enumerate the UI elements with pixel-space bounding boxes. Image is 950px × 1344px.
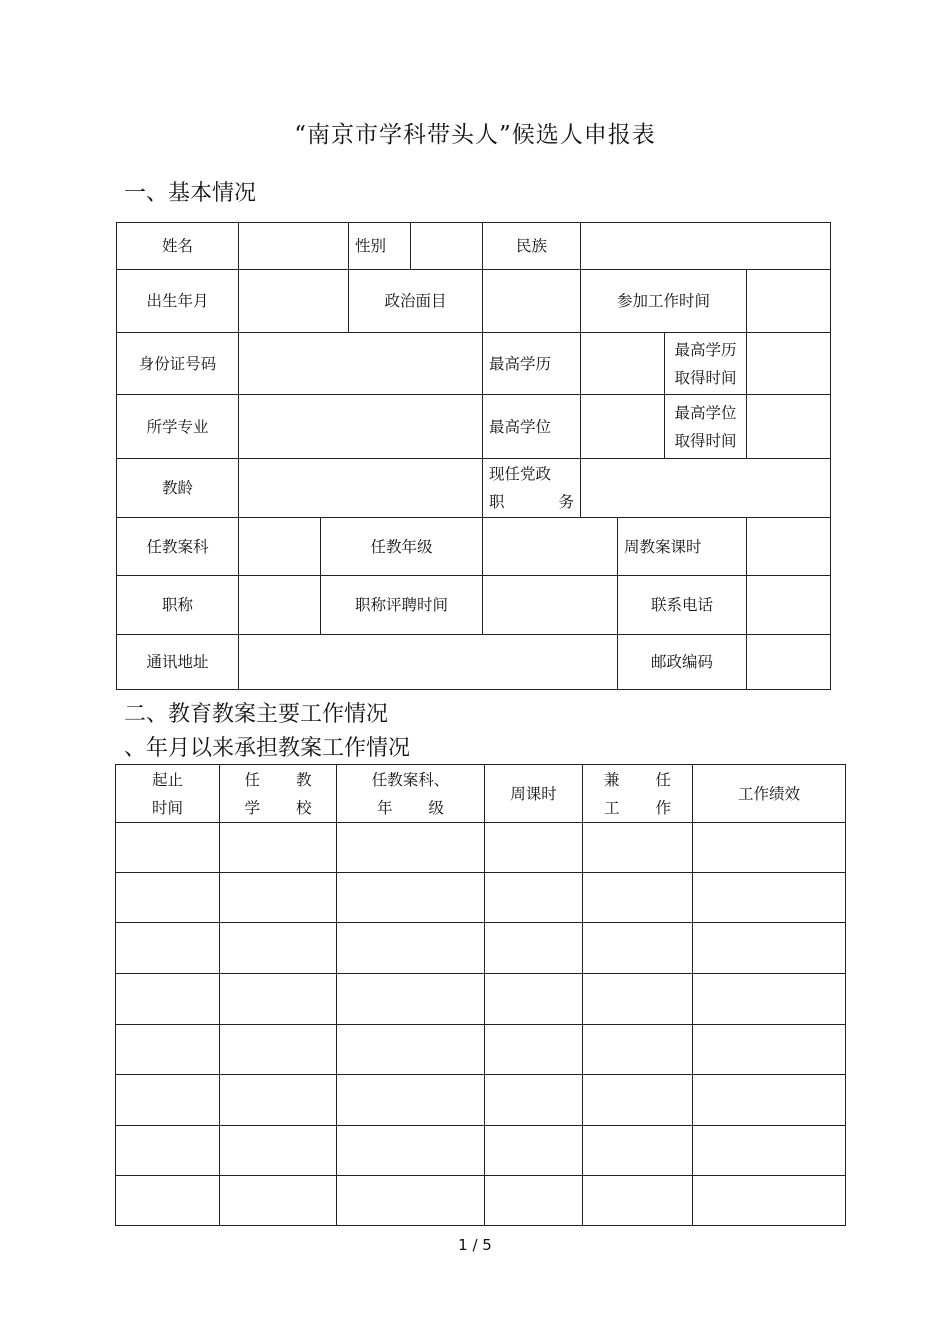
table-cell[interactable]: [220, 1176, 337, 1226]
basic-info-table: [116, 222, 831, 690]
label-birth: 出生年月: [117, 270, 239, 333]
field-major[interactable]: [239, 395, 483, 459]
label-top-degree-time-line1: 最高学位: [674, 403, 737, 422]
field-subject[interactable]: [239, 518, 321, 576]
field-ethnicity[interactable]: [581, 223, 831, 270]
field-grade[interactable]: [483, 518, 618, 576]
table-cell[interactable]: [220, 923, 337, 974]
field-political[interactable]: [483, 270, 581, 333]
header-subject-grade: [337, 765, 485, 823]
label-work-start: 参加工作时间: [581, 270, 747, 333]
label-top-education-time-line2: 取得时间: [674, 368, 737, 387]
field-title-time[interactable]: [483, 576, 618, 635]
table-cell[interactable]: [220, 823, 337, 873]
label-top-education-time-line1: 最高学历: [674, 340, 737, 359]
header-school-char2: 教: [295, 770, 312, 789]
label-weekly-hours: 周教案课时: [618, 518, 747, 576]
header-performance: 工作绩效: [693, 765, 846, 823]
table-cell[interactable]: [693, 1025, 846, 1075]
field-weekly-hours[interactable]: [747, 518, 831, 576]
field-work-start[interactable]: [747, 270, 831, 333]
label-top-degree-time: [665, 395, 747, 459]
field-gender[interactable]: [411, 223, 483, 270]
table-cell[interactable]: [116, 1075, 220, 1126]
table-cell[interactable]: [116, 1025, 220, 1075]
table-row: [116, 974, 846, 1025]
label-position-char1: 职: [489, 493, 505, 511]
table-cell[interactable]: [116, 1126, 220, 1176]
table-row: [116, 1176, 846, 1226]
table-row: [116, 1025, 846, 1075]
table-cell[interactable]: [485, 974, 583, 1025]
header-subject-grade-line2: [343, 794, 478, 822]
field-top-education-time[interactable]: [747, 333, 831, 395]
label-name: 姓名: [117, 223, 239, 270]
header-school-line2: [226, 794, 330, 822]
field-title-rank[interactable]: [239, 576, 321, 635]
table-cell[interactable]: [485, 1075, 583, 1126]
label-postcode: 邮政编码: [618, 635, 747, 690]
header-part-time-line1: [589, 766, 686, 794]
table-cell[interactable]: [693, 1126, 846, 1176]
field-postcode[interactable]: [747, 635, 831, 690]
field-position[interactable]: [581, 459, 831, 518]
header-part-time-char1: 兼: [604, 770, 620, 789]
header-school-char3: 学: [244, 798, 261, 817]
table-cell[interactable]: [693, 873, 846, 923]
table-cell[interactable]: [693, 823, 846, 873]
section-subheading-work: 、年月以来承担教案工作情况: [124, 736, 411, 761]
table-row: [116, 1126, 846, 1176]
header-subject-grade-char1: 年: [377, 798, 393, 817]
work-history-table: [115, 764, 846, 1226]
label-top-education-time: [665, 333, 747, 395]
label-position: [483, 459, 581, 518]
table-cell[interactable]: [116, 873, 220, 923]
table-cell[interactable]: [220, 1025, 337, 1075]
header-part-time-char3: 工: [604, 798, 620, 817]
page-number: 1 / 5: [458, 1236, 492, 1254]
header-school-char1: 任: [244, 770, 261, 789]
label-top-degree-time-line2: 取得时间: [674, 431, 737, 450]
table-cell[interactable]: [693, 974, 846, 1025]
table-cell[interactable]: [583, 873, 693, 923]
header-school-char4: 校: [295, 798, 312, 817]
header-part-time-line2: [589, 794, 686, 822]
label-grade: 任教年级: [321, 518, 483, 576]
header-school: [220, 765, 337, 823]
table-cell[interactable]: [583, 923, 693, 974]
table-cell[interactable]: [337, 823, 485, 873]
field-birth[interactable]: [239, 270, 349, 333]
table-cell[interactable]: [583, 1126, 693, 1176]
table-cell[interactable]: [485, 873, 583, 923]
label-address: 通讯地址: [117, 635, 239, 690]
table-cell[interactable]: [337, 974, 485, 1025]
table-cell[interactable]: [337, 923, 485, 974]
field-top-degree-time[interactable]: [747, 395, 831, 459]
field-name[interactable]: [239, 223, 349, 270]
table-cell[interactable]: [116, 923, 220, 974]
label-position-line1: 现任党政: [489, 465, 552, 483]
table-cell[interactable]: [693, 1075, 846, 1126]
section-heading-work: 二、教育教案主要工作情况: [124, 702, 389, 727]
label-title-time: 职称评聘时间: [321, 576, 483, 635]
table-cell[interactable]: [583, 1075, 693, 1126]
header-part-time: [583, 765, 693, 823]
page-title: “南京市学科带头人”候选人申报表: [294, 122, 656, 148]
table-cell[interactable]: [116, 1176, 220, 1226]
label-political: 政治面目: [349, 270, 483, 333]
label-position-line2: [489, 488, 574, 516]
label-phone: 联系电话: [618, 576, 747, 635]
field-id-number[interactable]: [239, 333, 483, 395]
table-cell[interactable]: [583, 974, 693, 1025]
header-subject-grade-line1: 任教案科、: [371, 770, 450, 789]
table-cell[interactable]: [485, 1025, 583, 1075]
header-weekly-hours: 周课时: [485, 765, 583, 823]
table-cell[interactable]: [116, 823, 220, 873]
label-title-rank: 职称: [117, 576, 239, 635]
field-phone[interactable]: [747, 576, 831, 635]
table-cell[interactable]: [337, 1176, 485, 1226]
table-cell[interactable]: [485, 823, 583, 873]
label-top-degree: 最高学位: [483, 395, 581, 459]
label-position-char2: 务: [558, 493, 575, 511]
table-row: [116, 923, 846, 974]
table-cell[interactable]: [485, 1126, 583, 1176]
table-row: [116, 823, 846, 873]
table-cell[interactable]: [583, 1176, 693, 1226]
header-part-time-char2: 任: [655, 770, 671, 789]
label-teaching-years: 教龄: [117, 459, 239, 518]
table-cell[interactable]: [583, 823, 693, 873]
header-subject-grade-char2: 级: [428, 798, 444, 817]
label-subject: 任教案科: [117, 518, 239, 576]
table-cell[interactable]: [220, 1126, 337, 1176]
label-gender: 性别: [349, 223, 411, 270]
table-cell[interactable]: [337, 1075, 485, 1126]
table-cell[interactable]: [485, 923, 583, 974]
field-teaching-years[interactable]: [239, 459, 483, 518]
table-cell[interactable]: [485, 1176, 583, 1226]
table-cell[interactable]: [337, 873, 485, 923]
label-ethnicity: 民族: [483, 223, 581, 270]
field-address[interactable]: [239, 635, 618, 690]
label-id-number: 身份证号码: [117, 333, 239, 395]
section-heading-basic: 一、基本情况: [124, 181, 257, 206]
header-period-line2: 时间: [151, 798, 183, 817]
table-cell[interactable]: [220, 1075, 337, 1126]
table-cell[interactable]: [220, 974, 337, 1025]
table-cell[interactable]: [337, 1025, 485, 1075]
table-cell[interactable]: [116, 974, 220, 1025]
table-row: [116, 873, 846, 923]
table-cell[interactable]: [337, 1126, 485, 1176]
header-part-time-char4: 作: [655, 798, 671, 817]
header-period-line1: 起止: [151, 770, 183, 789]
label-top-education: 最高学历: [483, 333, 581, 395]
label-major: 所学专业: [117, 395, 239, 459]
table-cell[interactable]: [220, 873, 337, 923]
table-cell[interactable]: [693, 923, 846, 974]
field-top-education[interactable]: [581, 333, 665, 395]
field-top-degree[interactable]: [581, 395, 665, 459]
header-period: [116, 765, 220, 823]
header-school-line1: [226, 766, 330, 794]
table-row: [116, 1075, 846, 1126]
table-cell[interactable]: [693, 1176, 846, 1226]
table-cell[interactable]: [583, 1025, 693, 1075]
